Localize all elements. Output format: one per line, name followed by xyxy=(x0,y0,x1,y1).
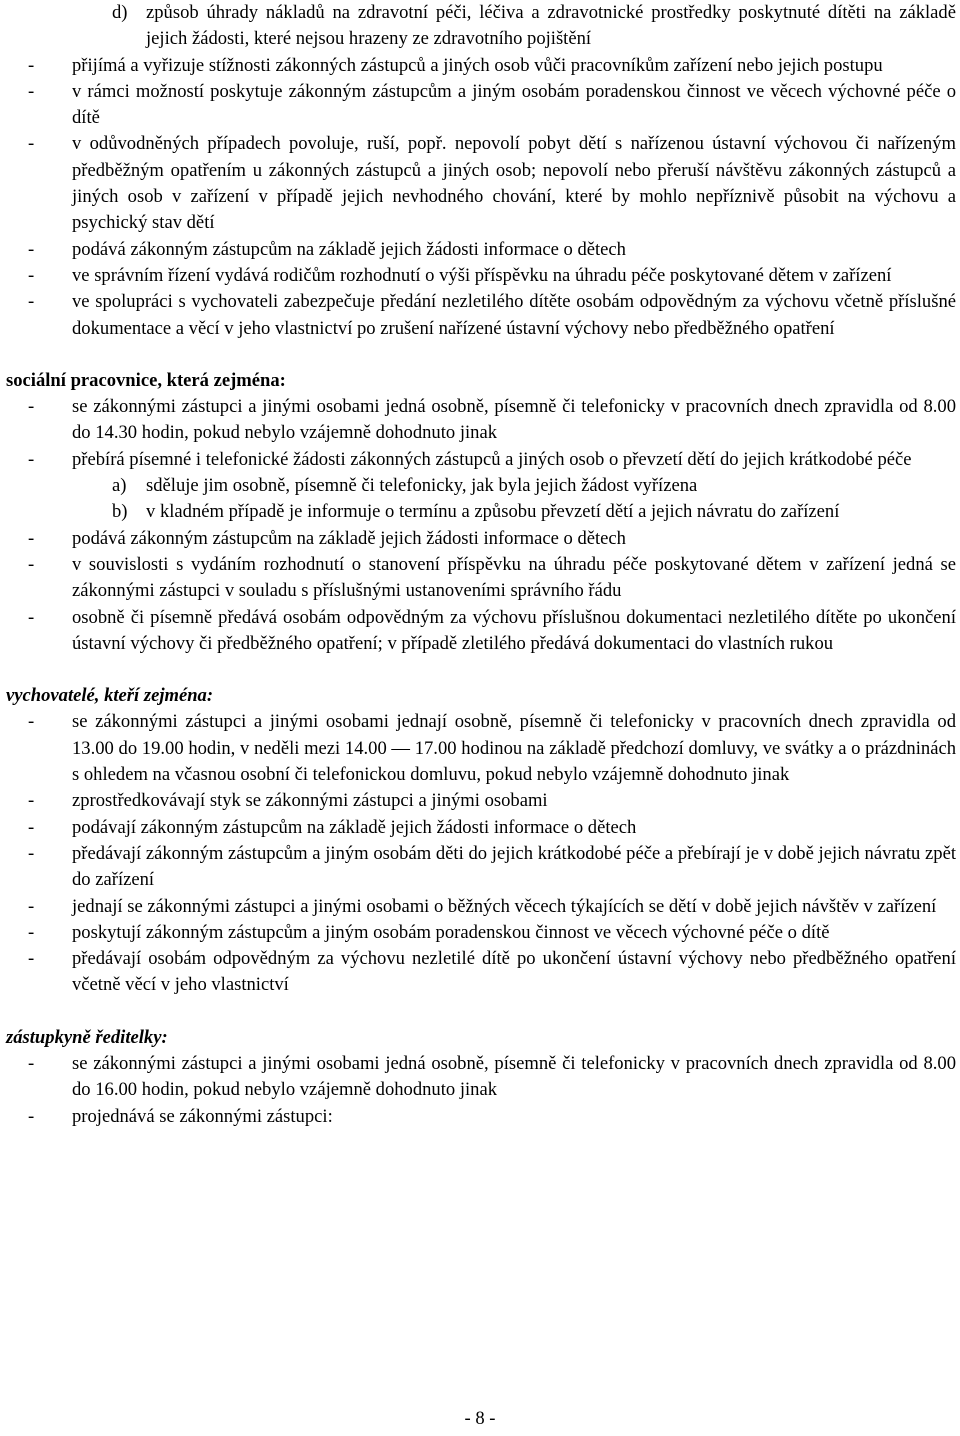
list-item xyxy=(6,394,956,447)
list-item-text: osobně či písemně předává osobám odpovědným za výchovu příslušnou dokumentaci nezletilého dítěte po ukončení ústavní výchovy či předběžného opatření; v případě zletilého předává dokumentaci do vlastních rukou xyxy=(72,606,956,654)
section-heading-social-worker: sociální pracovnice, která zejména: xyxy=(6,369,286,391)
list-item-text: poskytují zákonným zástupcům a jiným osobám poradenskou činnost ve věcech výchovné péče o dítě xyxy=(72,921,830,943)
list-dash: - xyxy=(28,895,35,917)
page-number: - 8 - xyxy=(464,1408,496,1429)
list-item-text: v souvislosti s vydáním rozhodnutí o stanovení příspěvku na úhradu péče poskytované dětem v zařízení jedná se zákonnými zástupci v souladu s příslušnými ustanoveními správního řádu xyxy=(72,553,956,602)
list-item-text: se zákonnými zástupci a jinými osobami jedná osobně, písemně či telefonicky v pracovních dnech zpravidla od 8.00 do 16.00 hodin, pokud nebylo vzájemně dohodnuto jinak xyxy=(72,1052,956,1101)
list-dash: - xyxy=(28,711,35,733)
sub-list-item-b xyxy=(6,499,956,525)
list-item-text: ve správním řízení vydává rodičům rozhodnutí o výši příspěvku na úhradu péče poskytované dětem v zařízení xyxy=(72,264,892,286)
list-dash: - xyxy=(28,948,35,970)
section-heading-educators: vychovatelé, kteří zejména: xyxy=(6,685,214,707)
list-item-text: podává zákonným zástupcům na základě jejich žádosti informace o dětech xyxy=(72,238,626,260)
list-item-text: se zákonnými zástupci a jinými osobami jednají osobně, písemně či telefonicky v pracovních dnech zpravidla od 13.00 do 19.00 hodin, v neděli mezi 14.00 — 17.00 hodinou na základě předchozí domluvy, ve svátky a o prázdninách s ohledem na včasnou osobní či telefonickou domluvu, pokud nebylo vzájemně dohodnuto jinak xyxy=(72,711,956,786)
list-item-text: způsob úhrady nákladů na zdravotní péči, léčiva a zdravotnické prostředky poskytnuté dítěti na základě jejich žádosti, které nejsou hrazeny ze zdravotního pojištění xyxy=(146,2,956,50)
document-page xyxy=(6,0,956,1130)
list-item-text: přebírá písemné i telefonické žádosti zákonných zástupců a jiných osob o převzetí dětí do jejich krátkodobé péče xyxy=(72,448,912,470)
list-item xyxy=(6,131,956,236)
list-item xyxy=(6,894,956,920)
list-item-text: se zákonnými zástupci a jinými osobami jedná osobně, písemně či telefonicky v pracovních dnech zpravidla od 8.00 do 14.30 hodin, pokud nebylo vzájemně dohodnuto jinak xyxy=(72,396,956,444)
list-item xyxy=(6,815,956,841)
list-marker: a) xyxy=(112,475,127,497)
list-item xyxy=(6,841,956,894)
sub-list-item-a xyxy=(6,473,956,499)
section-heading-deputy-director: zástupkyně ředitelky: xyxy=(6,1026,168,1048)
list-item xyxy=(6,237,956,263)
list-item-text: v odůvodněných případech povoluje, ruší, popř. nepovolí pobyt dětí s nařízenou ústavní výchovou či nařízeným předběžným opatřením u zákonných zástupců a jiných osob; nepovolí nebo přeruší návštěvu zákonných zástupců a jiných osob v zařízení v případě jejich nevhodného chování, které by mohlo nepříznivě působit na výchovu a psychický stav dětí xyxy=(72,133,956,234)
list-item-text: předávají zákonným zástupcům a jiným osobám děti do jejich krátkodobé péče a přebírají je v době jejich návratu zpět do zařízení xyxy=(72,842,956,891)
list-item xyxy=(6,447,956,473)
list-dash: - xyxy=(28,816,35,838)
list-dash: - xyxy=(28,80,35,102)
list-item xyxy=(6,946,956,999)
list-item-text: podávají zákonným zástupcům na základě jejich žádosti informace o dětech xyxy=(72,816,637,838)
list-dash: - xyxy=(28,264,35,286)
list-marker: d) xyxy=(112,2,128,23)
list-item-d xyxy=(6,0,956,53)
list-item xyxy=(6,289,956,342)
list-dash: - xyxy=(28,921,35,943)
list-dash: - xyxy=(28,54,35,76)
list-item xyxy=(6,605,956,658)
list-item-text: v kladném případě je informuje o termínu a způsobu převzetí dětí a jejich návratu do zařízení xyxy=(146,501,840,523)
list-item xyxy=(6,920,956,946)
list-item-text: podává zákonným zástupcům na základě jejich žádosti informace o dětech xyxy=(72,527,626,549)
list-item-text: přijímá a vyřizuje stížnosti zákonných zástupců a jiných osob vůči pracovníkům zařízení nebo jejich postupu xyxy=(72,54,883,76)
list-item xyxy=(6,53,956,79)
list-item xyxy=(6,526,956,552)
list-dash: - xyxy=(28,291,35,313)
list-item-text: ve spolupráci s vychovateli zabezpečuje předání nezletilého dítěte osobám odpovědným za výchovu včetně příslušné dokumentace a věcí v jeho vlastnictví po zrušení nařízené ústavní výchovy nebo předběžného opatření xyxy=(72,291,956,339)
list-item-text: předávají osobám odpovědným za výchovu nezletilé dítě po ukončení ústavní výchovy nebo předběžného opatření včetně věcí v jeho vlastnictví xyxy=(72,948,956,996)
list-item xyxy=(6,709,956,788)
list-item xyxy=(6,263,956,289)
list-dash: - xyxy=(28,606,35,628)
list-dash: - xyxy=(28,1105,35,1127)
list-item-text: sděluje jim osobně, písemně či telefonicky, jak byla jejich žádost vyřízena xyxy=(146,475,698,497)
list-item xyxy=(6,1104,956,1130)
list-dash: - xyxy=(28,133,35,155)
list-item-text: zprostředkovávají styk se zákonnými zástupci a jinými osobami xyxy=(72,790,548,812)
list-dash: - xyxy=(28,448,35,470)
list-dash: - xyxy=(28,527,35,549)
list-dash: - xyxy=(28,1052,35,1074)
list-item-text: jednají se zákonnými zástupci a jinými osobami o běžných věcech týkajících se dětí v době jejich návštěv v zařízení xyxy=(72,895,937,917)
list-marker: b) xyxy=(112,501,128,523)
list-dash: - xyxy=(28,842,35,864)
list-item xyxy=(6,788,956,814)
list-item-text: v rámci možností poskytuje zákonným zástupcům a jiným osobám poradenskou činnost ve věcech výchovné péče o dítě xyxy=(72,80,956,129)
list-dash: - xyxy=(28,553,35,575)
list-dash: - xyxy=(28,396,35,418)
list-item xyxy=(6,552,956,605)
list-item xyxy=(6,79,956,132)
list-dash: - xyxy=(28,238,35,260)
list-item xyxy=(6,1051,956,1104)
list-dash: - xyxy=(28,790,35,812)
list-item-text: projednává se zákonnými zástupci: xyxy=(72,1105,333,1127)
